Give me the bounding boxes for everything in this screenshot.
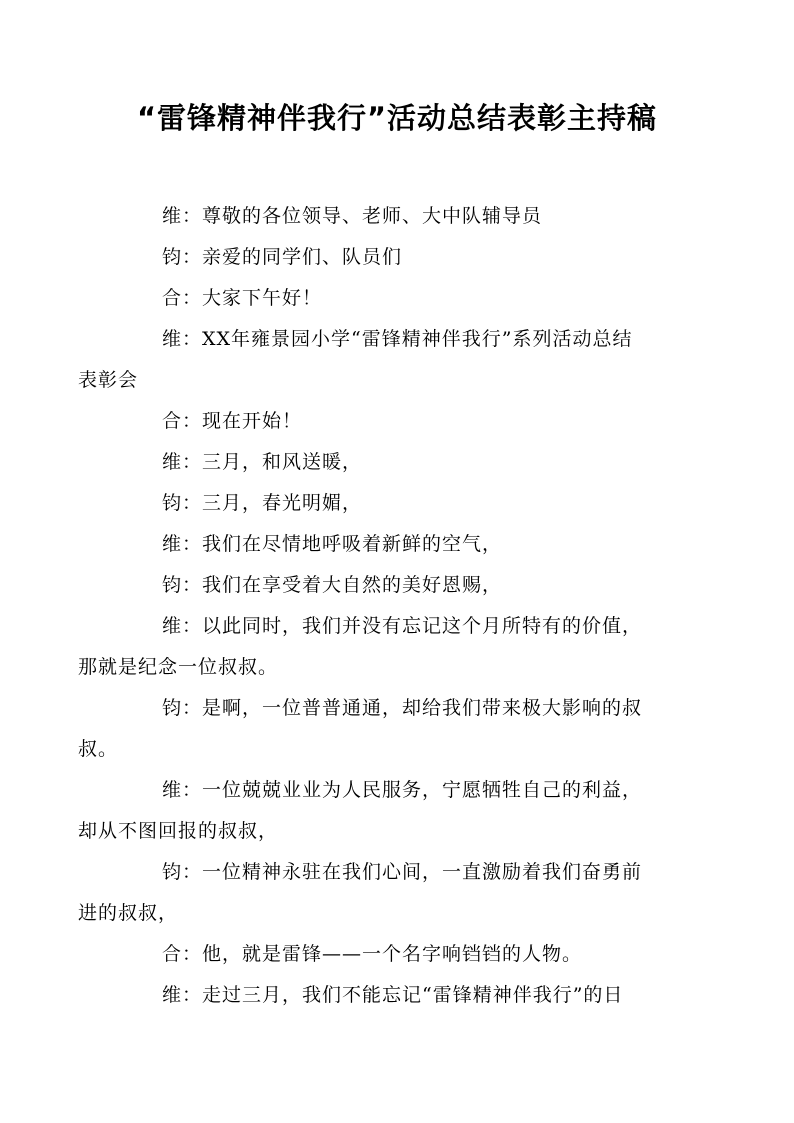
- paragraph-line: 钧：一位精神永驻在我们心间，一直激励着我们奋勇前: [162, 861, 643, 883]
- paragraph: [78, 606, 676, 688]
- paragraph: [120, 975, 676, 1016]
- paragraph-line: 进的叔叔，: [78, 902, 179, 924]
- paragraph-line: 维：一位兢兢业业为人民服务，宁愿牺牲自己的利益，: [162, 779, 643, 801]
- paragraph: [120, 483, 676, 524]
- paragraph-line: 维：XX年雍景园小学“雷锋精神伴我行”系列活动总结: [162, 328, 633, 350]
- paragraph-line: 表彰会: [78, 369, 139, 391]
- paragraph-line: 合：大家下午好！: [162, 287, 323, 309]
- paragraph-line: 钧：我们在享受着大自然的美好恩赐，: [162, 574, 503, 596]
- paragraph-line: 维：我们在尽情地呼吸着新鲜的空气，: [162, 533, 503, 555]
- paragraph: [120, 524, 676, 565]
- paragraph-line: 却从不图回报的叔叔，: [78, 820, 279, 842]
- document-title: “雷锋精神伴我行”活动总结表彰主持稿: [136, 101, 658, 135]
- paragraph-line: 钧：是啊，一位普普通通，却给我们带来极大影响的叔: [162, 697, 643, 719]
- paragraph-line: 维：走过三月，我们不能忘记“雷锋精神伴我行”的日: [162, 984, 624, 1006]
- paragraph-line: 钧：三月，春光明媚，: [162, 492, 363, 514]
- paragraph: [120, 196, 676, 237]
- paragraph-line: 那就是纪念一位叔叔。: [78, 656, 279, 678]
- paragraph: [78, 688, 676, 770]
- paragraph: [78, 319, 676, 401]
- paragraph: [120, 278, 676, 319]
- paragraph-line: 钧：亲爱的同学们、队员们: [162, 246, 403, 268]
- paragraph-line: 叔。: [78, 738, 119, 760]
- paragraph: [78, 770, 676, 852]
- document-body: [78, 196, 676, 1016]
- paragraph: [120, 442, 676, 483]
- paragraph-line: 合：他，就是雷锋——一个名字响铛铛的人物。: [162, 943, 583, 965]
- paragraph: [120, 401, 676, 442]
- paragraph: [120, 237, 676, 278]
- paragraph-line: 维：尊敬的各位领导、老师、大中队辅导员: [162, 205, 543, 227]
- paragraph-line: 维：三月，和风送暖，: [162, 451, 363, 473]
- paragraph-line: 合：现在开始！: [162, 410, 303, 432]
- paragraph: [78, 852, 676, 934]
- paragraph: [120, 565, 676, 606]
- paragraph: [120, 934, 676, 975]
- paragraph-line: 维：以此同时，我们并没有忘记这个月所特有的价值，: [162, 615, 643, 637]
